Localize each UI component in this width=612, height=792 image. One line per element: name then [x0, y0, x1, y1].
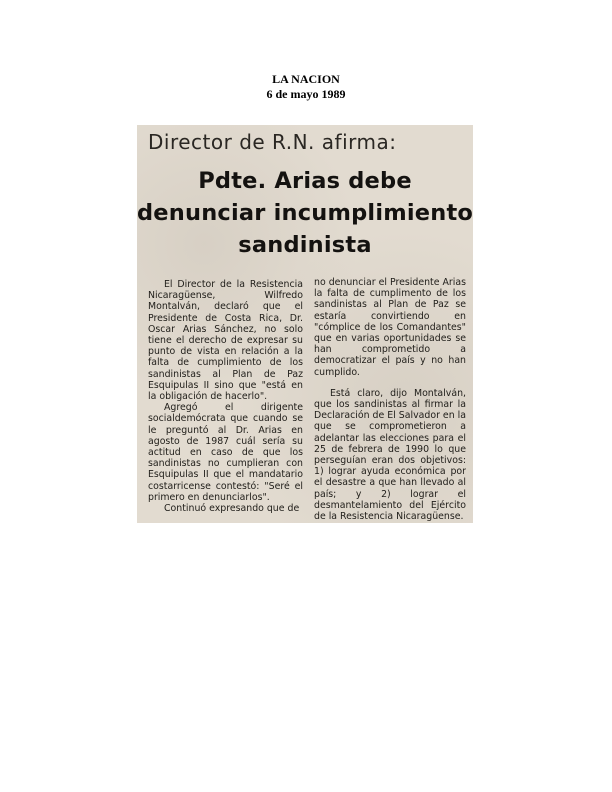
newspaper-name: LA NACION [272, 72, 340, 86]
article-column-left [148, 279, 303, 514]
headline-line-3: sandinista [238, 232, 372, 258]
article-kicker: Director de R.N. afirma: [148, 130, 397, 154]
article-column-right [314, 277, 466, 522]
newspaper-clipping [137, 125, 473, 523]
paragraph: Está claro, dijo Montalván, que los sandinistas al firmar la Declaración de El Salvador en la que se comprometieron a adelantar las elecciones para el 25 de febrera de 1990 lo que perseguían eran dos objetivos: 1) lograr ayuda económica por el desastre a que han llevado al país; y 2) lograr el desmantelamiento del Ejército de la Resistencia Nicaragüense. [314, 387, 466, 523]
headline-line-2: denunciar incumplimiento [137, 200, 473, 226]
paragraph: Continuó expresando que de [164, 503, 300, 515]
document-header [0, 72, 612, 102]
paragraph: Agregó el dirigente socialdemócrata que cuando se le preguntó al Dr. Arias en agosto de 1987 cuál sería su actitud en caso de que los sandinistas no cumplieran con Esquipulas II que el mandatario costarricense contestó: "Seré el primero en denunciarlos". [148, 402, 303, 503]
headline-line-1: Pdte. Arias debe [198, 168, 412, 194]
paragraph: no denunciar el Presidente Arias la falta de cumplimento de los sandinistas al Plan de Paz se estaría convirtiendo en "cómplice de los Comandantes" que en varias oportunidades se han comprometido a democratizar el país y no han cumplido. [314, 277, 466, 378]
article-headline [137, 165, 473, 261]
paragraph: El Director de la Resistencia Nicaragüense, Wilfredo Montalván, declaró que el Presidente de Costa Rica, Dr. Oscar Arias Sánchez, no solo tiene el derecho de expresar su punto de vista en relación a la falta de cumplimiento de los sandinistas al Plan de Paz Esquipulas II sino que "está en la obligación de hacerlo". [148, 279, 303, 403]
publication-date: 6 de mayo 1989 [266, 87, 346, 101]
